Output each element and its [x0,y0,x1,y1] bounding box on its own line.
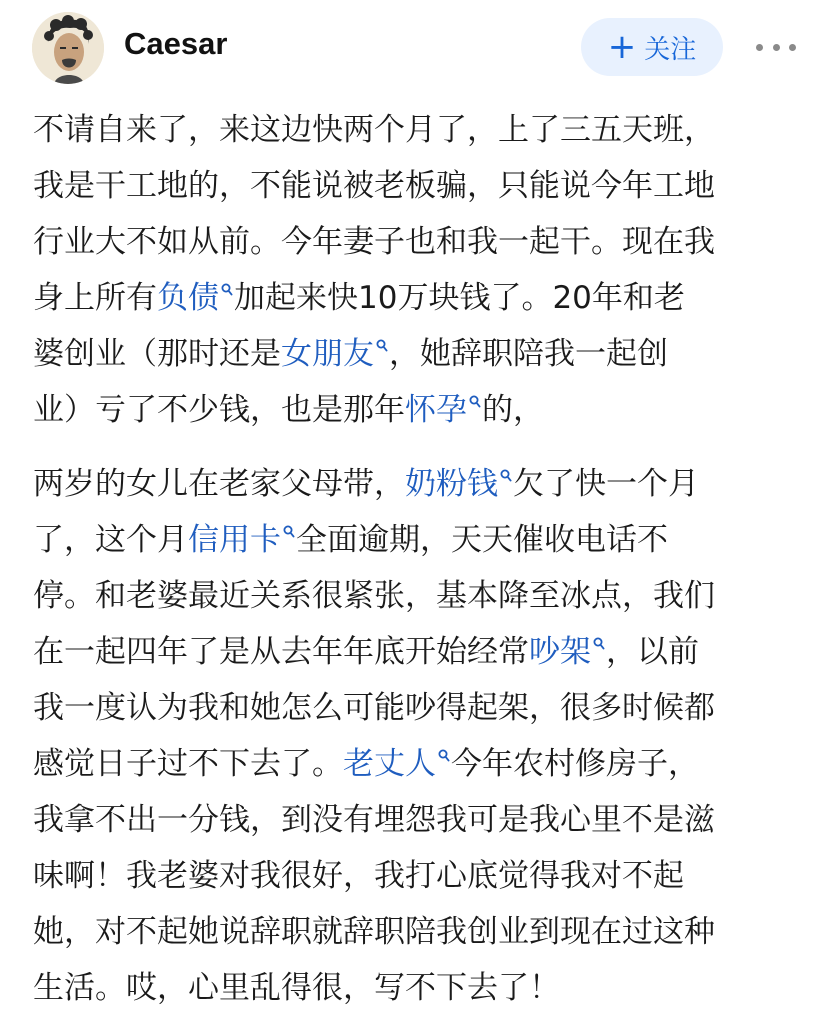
post-content [33,102,803,1016]
search-icon [438,749,450,763]
keyword-link[interactable]: 信用卡 [188,522,296,558]
keyword-link[interactable]: 老丈人 [343,746,451,782]
keyword-link[interactable]: 负债 [157,280,234,316]
text-line: 业）亏了不少钱，也是那年怀孕 的， [33,392,544,428]
follow-label: 关注 [644,34,697,65]
plus-icon: + [607,27,637,67]
username[interactable]: Caesar [124,26,228,61]
text-line: 我拿不出一分钱，到没有埋怨我可是我心里不是滋 [33,802,715,838]
text-line: 我一度认为我和她怎么可能吵得起架，很多时候都 [33,690,715,726]
text-line: 身上所有负债 加起来快10万块钱了。20年和老 [33,280,685,316]
search-icon [500,469,512,483]
text-line: 她，对不起她说辞职就辞职陪我创业到现在过这种 [33,914,715,950]
keyword-link[interactable]: 女朋友 [281,336,389,372]
text-line: 感觉日子过不下去了。老丈人 今年农村修房子， [33,746,699,782]
search-icon [283,525,295,539]
search-icon [469,395,481,409]
text-line: 婆创业（那时还是女朋友 ，她辞职陪我一起创 [33,336,668,372]
search-icon [221,283,233,297]
follow-button[interactable] [581,18,723,76]
text-line: 我是干工地的，不能说被老板骗，只能说今年工地 [33,168,715,204]
paragraph-gap [33,438,803,456]
text-line: 了，这个月信用卡 全面逾期，天天催收电话不 [33,522,668,558]
more-dots-icon [756,44,763,51]
search-icon [593,637,605,651]
more-dots-icon [773,44,780,51]
text-line: 停。和老婆最近关系很紧张，基本降至冰点，我们 [33,578,715,614]
keyword-link[interactable]: 吵架 [529,634,606,670]
avatar[interactable] [32,12,104,84]
more-options-button[interactable] [756,30,796,64]
text-line: 行业大不如从前。今年妻子也和我一起干。现在我 [33,224,715,260]
text-line: 两岁的女儿在老家父母带，奶粉钱 欠了快一个月 [33,466,699,502]
keyword-link[interactable]: 怀孕 [405,392,482,428]
text-line: 味啊！我老婆对我很好，我打心底觉得我对不起 [33,858,684,894]
text-line: 不请自来了，来这边快两个月了，上了三五天班， [33,112,715,148]
keyword-link[interactable]: 奶粉钱 [405,466,513,502]
text-line: 在一起四年了是从去年年底开始经常吵架 ，以前 [33,634,699,670]
post-header [0,0,828,96]
search-icon [376,339,388,353]
avatar-portrait-icon [32,12,104,84]
more-dots-icon [789,44,796,51]
text-line: 生活。哎，心里乱得很，写不下去了！ [33,970,560,1006]
